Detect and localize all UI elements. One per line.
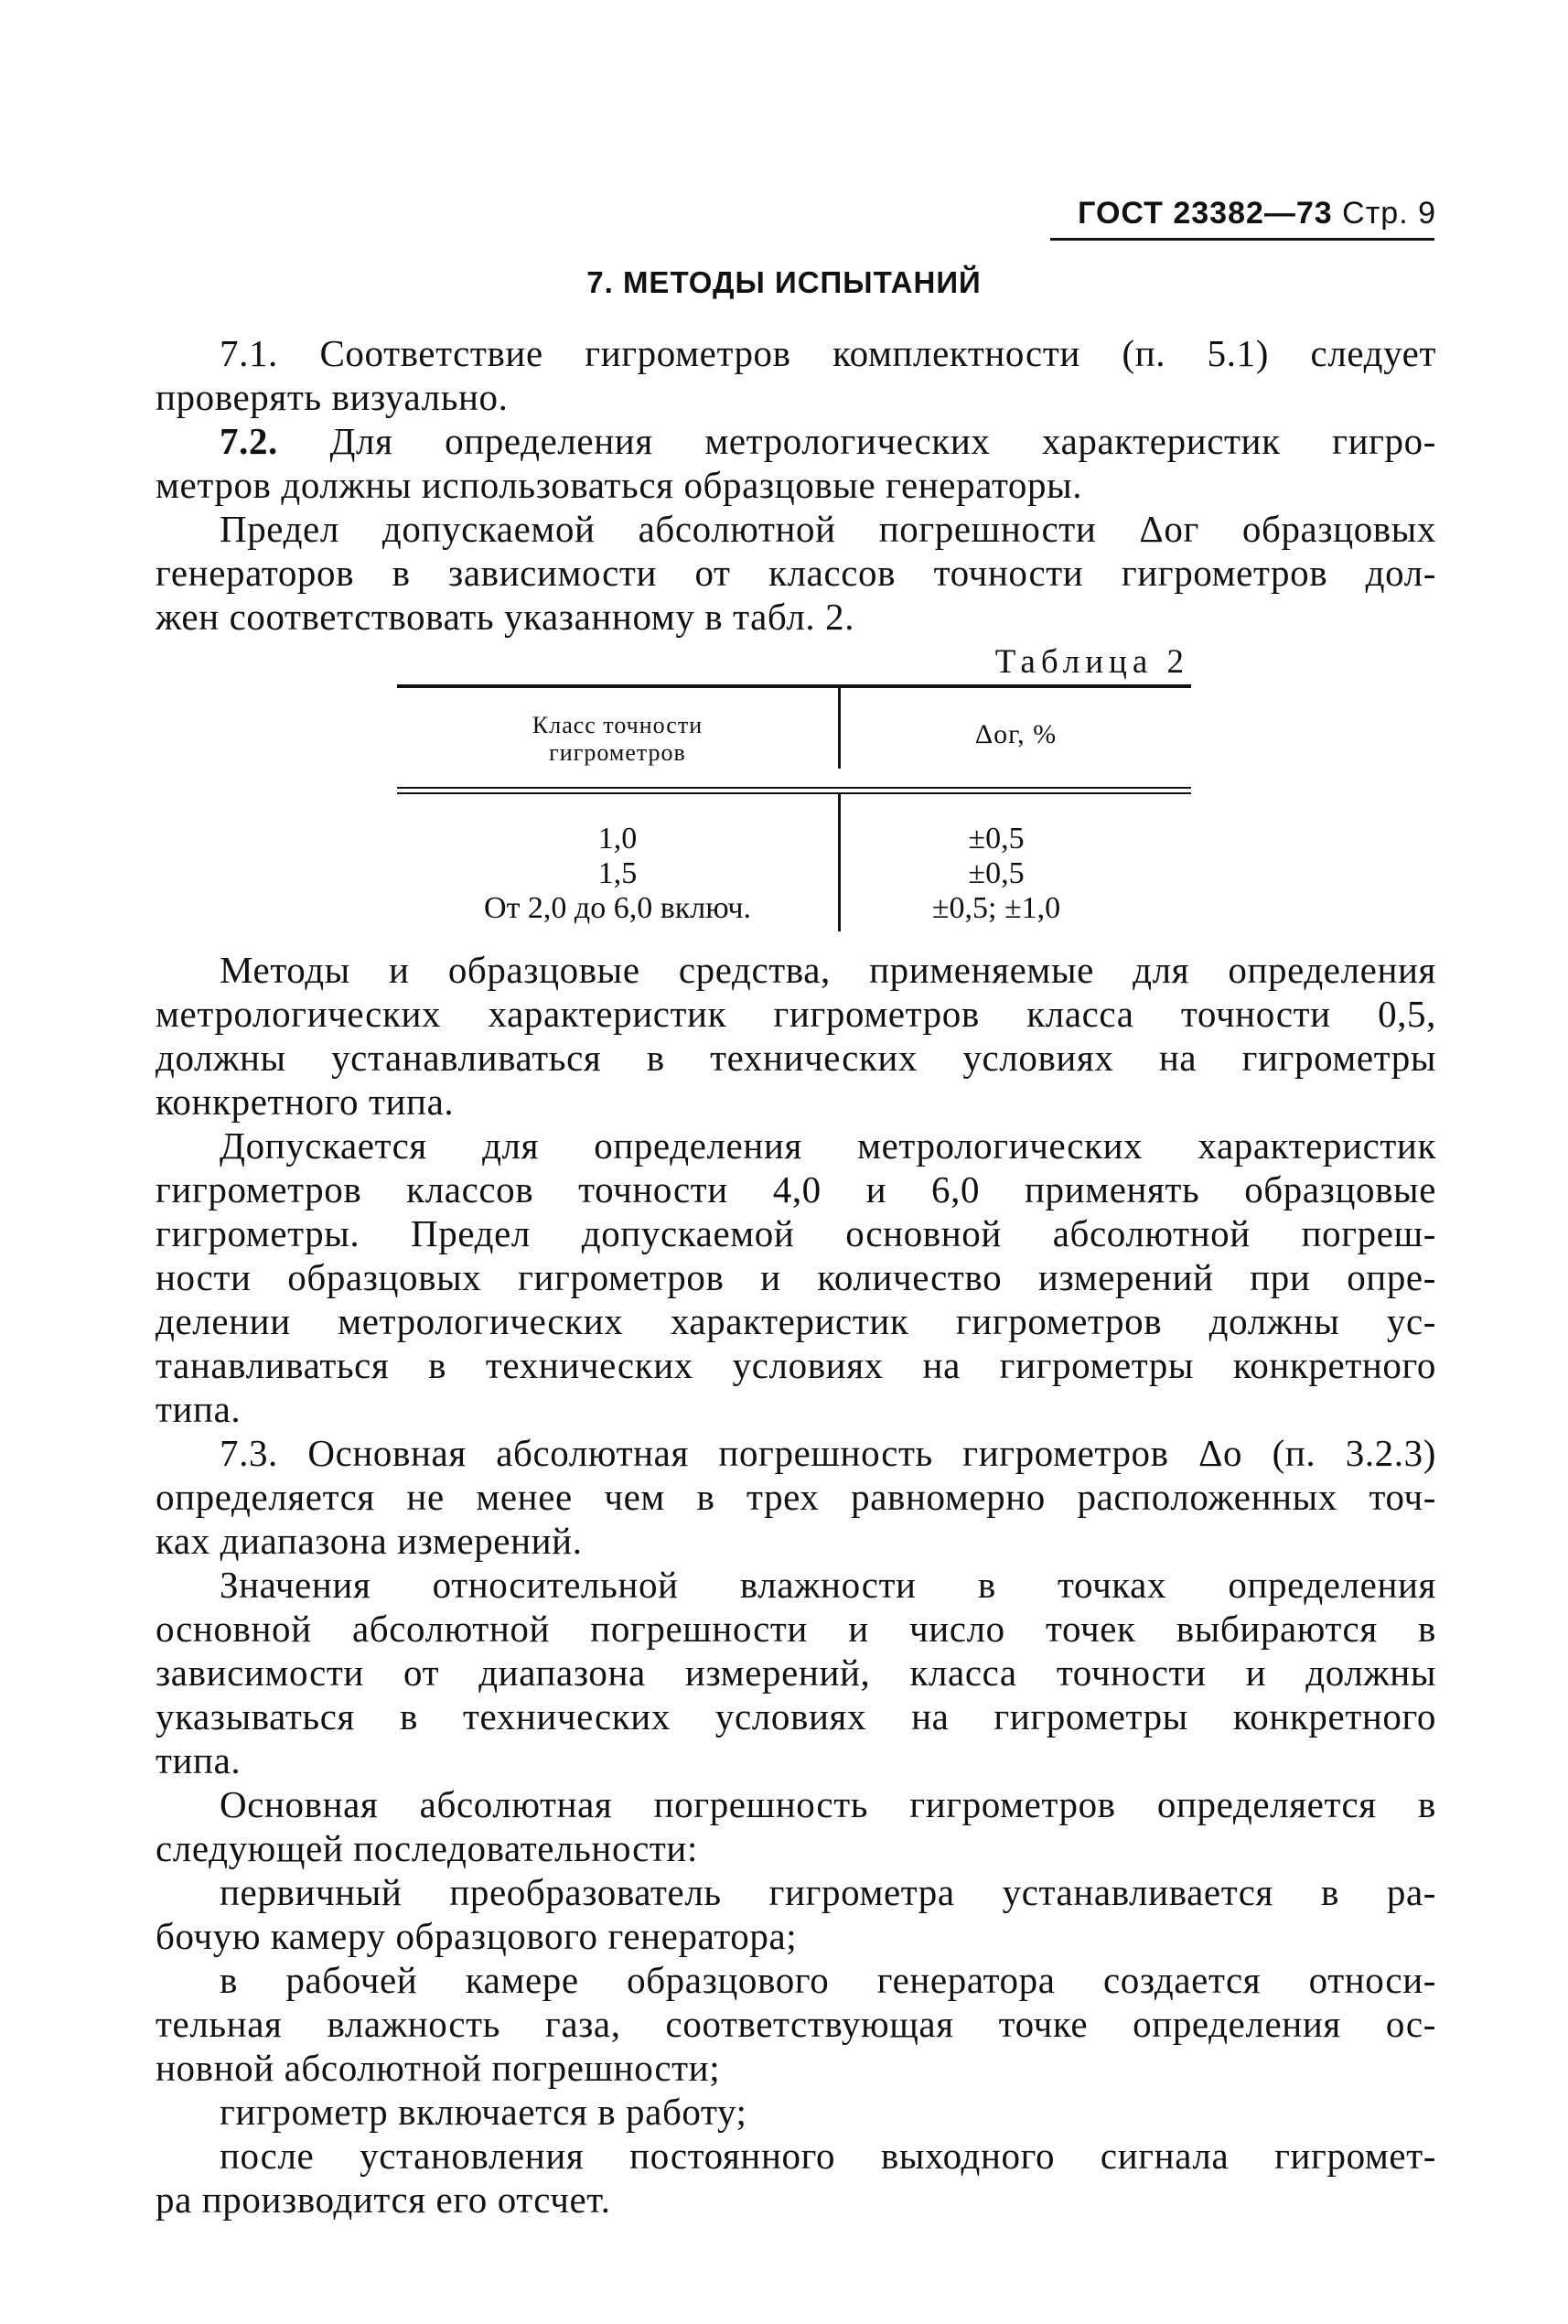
step-install-sensor: [156, 1870, 1436, 1958]
text-line: генераторов в зависимости от классов точности гигрометров дол-: [156, 552, 1436, 594]
text-line: ках диапазона измерений.: [156, 1520, 583, 1562]
text-line: в рабочей камере образцового генератора создается относи-: [220, 1959, 1436, 2001]
table-header-rule-1: [397, 787, 1191, 789]
text-line: определяется не менее чем в трех равномерно расположенных точ-: [156, 1476, 1436, 1518]
page-header: [1043, 196, 1436, 231]
table-top-rule: [397, 684, 1191, 688]
text-line: ра производится его отсчет.: [156, 2179, 611, 2221]
text-line: 7.1. Соответствие гигрометров комплектности (п. 5.1) следует: [220, 332, 1436, 374]
text-line: танавливаться в технических условиях на гигрометры конкретного: [156, 1344, 1436, 1386]
table-header-delta: Δог, %: [974, 719, 1058, 749]
table-header-accuracy-class: [397, 712, 838, 767]
step-switch-on: [156, 2090, 1436, 2134]
text-line: типа.: [156, 1739, 242, 1781]
text-line: гигрометры. Предел допускаемой основной абсолютной погреш-: [156, 1212, 1436, 1254]
text-line: гигрометр включается в работу;: [220, 2091, 747, 2133]
table-column-delta: [841, 822, 1152, 926]
step-read-value: [156, 2134, 1436, 2222]
header-rule: [1050, 238, 1434, 241]
text-line: [156, 419, 1436, 463]
text-line: указываться в технических условиях на гигрометры конкретного: [156, 1695, 1436, 1738]
text-line: Значения относительной влажности в точках определения: [220, 1564, 1436, 1606]
text-line: новной абсолютной погрешности;: [156, 2047, 721, 2089]
text-line: метров должны использоваться образцовые генераторы.: [156, 464, 1083, 506]
table-header-line: Класс точности: [532, 712, 703, 738]
text-line: 7.3. Основная абсолютная погрешность гигрометров Δо (п. 3.2.3): [220, 1432, 1436, 1474]
clause-7-1: [156, 331, 1436, 419]
clause-7-2: [156, 419, 1436, 507]
table-caption: Таблица 2: [994, 643, 1189, 681]
paragraph-allowed: [156, 1124, 1436, 1431]
table-header-rule-2: [397, 792, 1191, 794]
text-line: Основная абсолютная погрешность гигрометров определяется в: [220, 1783, 1436, 1825]
table-cell: ±0,5: [968, 822, 1025, 855]
text-line: следующей последовательности:: [156, 1827, 698, 1869]
table-2: [397, 684, 1191, 936]
text-line: после установления постоянного выходного сигнала гигромет-: [220, 2135, 1436, 2177]
text-line: бочую камеру образцового генератора;: [156, 1915, 798, 1957]
paragraph-limit: [156, 507, 1436, 639]
paragraph-sequence: [156, 1782, 1436, 1870]
section-title: 7. МЕТОДЫ ИСПЫТАНИЙ: [586, 265, 982, 299]
table-column-accuracy-class: [397, 822, 838, 926]
table-cell: 1,0: [597, 822, 638, 855]
text-line: гигрометров классов точности 4,0 и 6,0 применять образцовые: [156, 1168, 1436, 1210]
text-line: ности образцовых гигрометров и количество измерений при опре-: [156, 1256, 1436, 1298]
paragraph-values: [156, 1563, 1436, 1782]
text-line: зависимости от диапазона измерений, класса точности и должны: [156, 1652, 1436, 1694]
text-line: должны устанавливаться в технических условиях на гигрометры: [156, 1037, 1436, 1079]
table-cell: ±0,5: [968, 856, 1025, 890]
text-line: метрологических характеристик гигрометров класса точности 0,5,: [156, 993, 1436, 1035]
clause-number: 7.2.: [220, 420, 278, 462]
text-line: первичный преобразователь гигрометра устанавливается в ра-: [220, 1871, 1436, 1913]
text-line: Предел допускаемой абсолютной погрешности Δог образцовых: [220, 508, 1436, 550]
table-header-line: гигрометров: [549, 739, 686, 766]
text-line: делении метрологических характеристик гигрометров должны ус-: [156, 1300, 1436, 1342]
standard-number: ГОСТ 23382—73: [1078, 196, 1333, 231]
text-line: конкретного типа.: [156, 1081, 455, 1123]
paragraph-methods: [156, 948, 1436, 1124]
text-line: тельная влажность газа, соответствующая точке определения ос-: [156, 2003, 1436, 2045]
table-cell: От 2,0 до 6,0 включ.: [484, 891, 751, 925]
text-line: проверять визуально.: [156, 376, 509, 418]
text-line: основной абсолютной погрешности и число точек выбираются в: [156, 1608, 1436, 1650]
table-cell: ±0,5; ±1,0: [931, 891, 1061, 925]
table-cell: 1,5: [597, 856, 638, 890]
step-create-humidity: [156, 1958, 1436, 2090]
text-line: типа.: [156, 1388, 242, 1430]
text-line: Допускается для определения метрологических характеристик: [220, 1124, 1436, 1167]
page-number: Стр. 9: [1342, 196, 1436, 231]
text-line: Методы и образцовые средства, применяемые для определения: [220, 949, 1436, 991]
text-line-part: Для определения метрологических характеристик гигро-: [329, 420, 1436, 462]
text-line: жен соответствовать указанному в табл. 2.: [156, 596, 855, 638]
clause-7-3: [156, 1431, 1436, 1563]
